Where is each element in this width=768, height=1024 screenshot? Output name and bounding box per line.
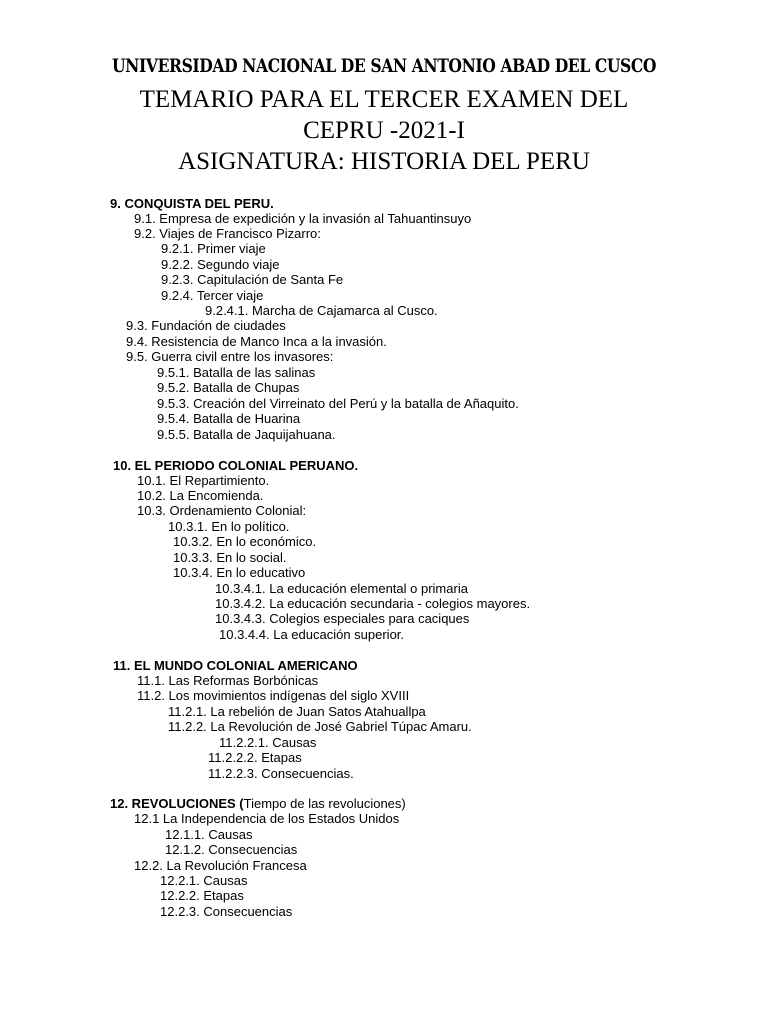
list-item: 9.5.2. Batalla de Chupas: [157, 380, 300, 395]
list-item: 9.5.5. Batalla de Jaquijahuana.: [157, 427, 336, 442]
section-12-title-bold: 12. REVOLUCIONES (: [110, 796, 244, 811]
list-item: 11.2.2.3. Consecuencias.: [208, 766, 354, 781]
list-item: 10.3. Ordenamiento Colonial:: [137, 503, 307, 518]
list-item: 9.5. Guerra civil entre los invasores:: [126, 349, 334, 364]
list-item: 12.2.2. Etapas: [160, 888, 244, 903]
university-name: UNIVERSIDAD NACIONAL DE SAN ANTONIO ABAD DEL CUSCO: [112, 55, 656, 77]
list-item: 12.1 La Independencia de los Estados Unidos: [134, 811, 400, 826]
list-item: 9.2.2. Segundo viaje: [161, 257, 280, 272]
list-item: 10.3.4.1. La educación elemental o primaria: [215, 581, 468, 596]
list-item: 10.3.4.2. La educación secundaria - colegios mayores.: [215, 596, 531, 611]
list-item: 9.5.3. Creación del Virreinato del Perú y la batalla de Añaquito.: [157, 396, 519, 411]
section-12-title-rest: Tiempo de las revoluciones): [243, 796, 406, 811]
list-item: 9.2.3. Capitulación de Santa Fe: [161, 272, 344, 287]
list-item: 12.1.2. Consecuencias: [165, 842, 298, 857]
list-item: 9.5.1. Batalla de las salinas: [157, 365, 316, 380]
list-item: 9.2.4. Tercer viaje: [161, 288, 264, 303]
exam-title-line1: TEMARIO PARA EL TERCER EXAMEN DEL: [139, 86, 629, 113]
section-12-title: [110, 796, 406, 811]
list-item: 9.1. Empresa de expedición y la invasión al Tahuantinsuyo: [134, 211, 472, 226]
section-11-title: 11. EL MUNDO COLONIAL AMERICANO: [113, 658, 358, 673]
list-item: 12.2.1. Causas: [160, 873, 248, 888]
list-item: 9.2.4.1. Marcha de Cajamarca al Cusco.: [205, 303, 438, 318]
subject-title: ASIGNATURA: HISTORIA DEL PERU: [178, 148, 590, 175]
list-item: 12.1.1. Causas: [165, 827, 253, 842]
list-item: 11.2. Los movimientos indígenas del siglo XVIII: [137, 688, 410, 703]
list-item: 11.2.2. La Revolución de José Gabriel Túpac Amaru.: [168, 719, 472, 734]
list-item: 12.2. La Revolución Francesa: [134, 858, 307, 873]
list-item: 10.3.1. En lo político.: [168, 519, 290, 534]
list-item: 10.3.2. En lo económico.: [173, 534, 317, 549]
section-9-title: 9. CONQUISTA DEL PERU.: [110, 196, 274, 211]
list-item: 10.3.4. En lo educativo: [173, 565, 306, 580]
list-item: 11.1. Las Reformas Borbónicas: [137, 673, 319, 688]
list-item: 10.1. El Repartimiento.: [137, 473, 270, 488]
list-item: 10.3.3. En lo social.: [173, 550, 287, 565]
list-item: 12.2.3. Consecuencias: [160, 904, 293, 919]
list-item: 11.2.2.1. Causas: [219, 735, 317, 750]
list-item: 10.2. La Encomienda.: [137, 488, 264, 503]
list-item: 10.3.4.3. Colegios especiales para caciques: [215, 611, 470, 626]
list-item: 10.3.4.4. La educación superior.: [219, 627, 405, 642]
exam-title-line2: CEPRU -2021-I: [303, 117, 465, 144]
section-10-title: 10. EL PERIODO COLONIAL PERUANO.: [113, 458, 359, 473]
list-item: 11.2.2.2. Etapas: [208, 750, 302, 765]
list-item: 9.3. Fundación de ciudades: [126, 318, 286, 333]
list-item: 9.2. Viajes de Francisco Pizarro:: [134, 226, 321, 241]
list-item: 9.2.1. Primer viaje: [161, 241, 266, 256]
list-item: 9.5.4. Batalla de Huarina: [157, 411, 301, 426]
list-item: 9.4. Resistencia de Manco Inca a la invasión.: [126, 334, 387, 349]
list-item: 11.2.1. La rebelión de Juan Satos Atahuallpa: [168, 704, 426, 719]
